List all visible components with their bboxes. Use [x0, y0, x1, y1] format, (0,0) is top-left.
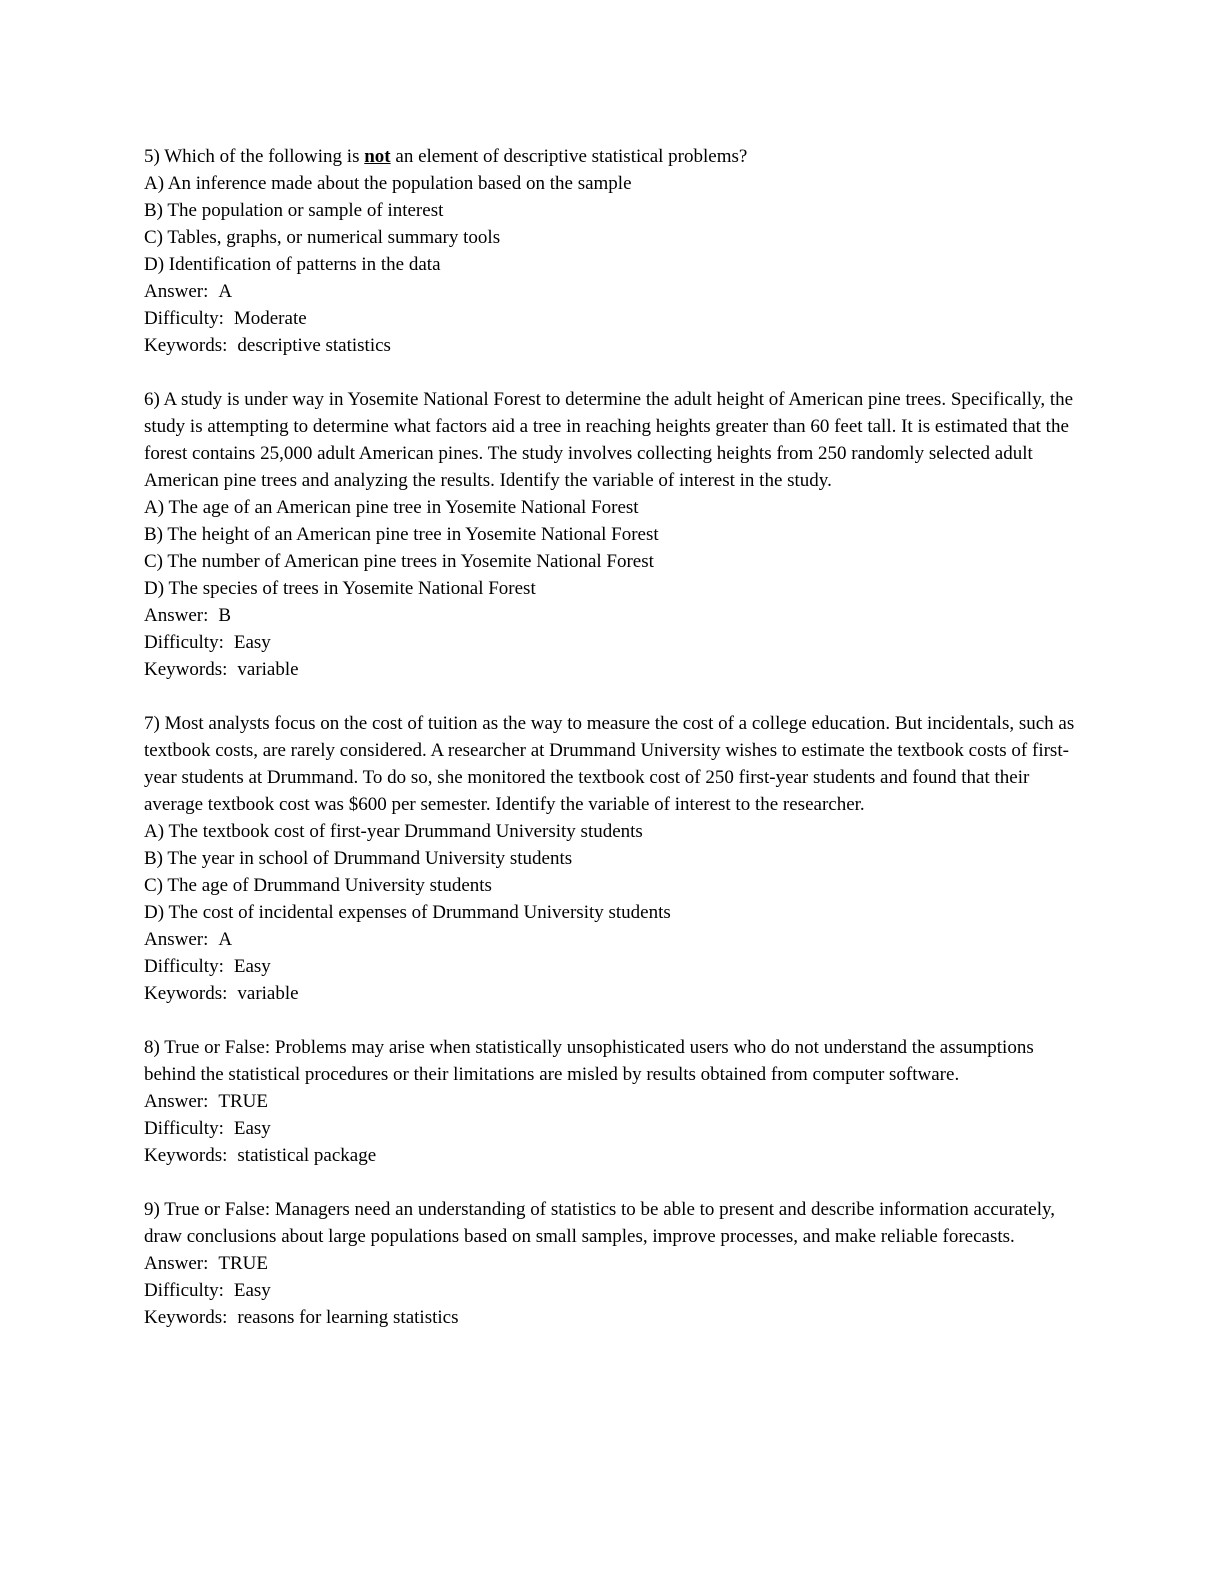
difficulty-line	[144, 305, 1080, 332]
question-5	[144, 143, 1080, 359]
difficulty-label: Difficulty:	[144, 956, 224, 977]
keywords-value: variable	[237, 983, 299, 1004]
answer-label: Answer:	[144, 929, 209, 950]
keywords-label: Keywords:	[144, 1145, 228, 1166]
question-stem: 7) Most analysts focus on the cost of tuition as the way to measure the cost of a college education. But incidentals, such as textbook costs, are rarely considered. A researcher at Drummand University wishes to estimate the textbook costs of first-year students at Drummand. To do so, she monitored the textbook cost of 250 first-year students and found that their average textbook cost was $600 per semester. Identify the variable of interest to the researcher.	[144, 713, 1079, 815]
difficulty-value: Easy	[233, 956, 271, 977]
answer-line	[144, 1088, 1080, 1115]
choice-a: A) The age of an American pine tree in Yosemite National Forest	[144, 497, 639, 518]
answer-label: Answer:	[144, 281, 209, 302]
keywords-line	[144, 1304, 1080, 1331]
difficulty-value: Easy	[233, 1118, 271, 1139]
choice-c: C) Tables, graphs, or numerical summary tools	[144, 227, 501, 248]
question-7	[144, 710, 1080, 1007]
difficulty-line	[144, 1115, 1080, 1142]
keywords-line	[144, 1142, 1080, 1169]
keywords-line	[144, 980, 1080, 1007]
choice-c: C) The age of Drummand University students	[144, 875, 492, 896]
answer-value: TRUE	[218, 1253, 268, 1274]
question-8	[144, 1034, 1080, 1169]
difficulty-value: Moderate	[233, 308, 307, 329]
answer-label: Answer:	[144, 1253, 209, 1274]
choice-b: B) The year in school of Drummand University students	[144, 848, 573, 869]
answer-value: A	[218, 281, 233, 302]
keywords-value: descriptive statistics	[237, 335, 391, 356]
stem-text-after: an element of descriptive statistical problems?	[390, 146, 748, 167]
difficulty-label: Difficulty:	[144, 632, 224, 653]
stem-text-before: 5) Which of the following is	[144, 146, 365, 167]
difficulty-line	[144, 629, 1080, 656]
answer-line	[144, 602, 1080, 629]
keywords-label: Keywords:	[144, 1307, 228, 1328]
choice-d: D) The species of trees in Yosemite National Forest	[144, 578, 536, 599]
choice-a: A) The textbook cost of first-year Drummand University students	[144, 821, 643, 842]
difficulty-label: Difficulty:	[144, 308, 224, 329]
difficulty-label: Difficulty:	[144, 1118, 224, 1139]
keywords-line	[144, 656, 1080, 683]
difficulty-line	[144, 953, 1080, 980]
choice-d: D) Identification of patterns in the data	[144, 254, 441, 275]
difficulty-value: Easy	[233, 1280, 271, 1301]
answer-value: TRUE	[218, 1091, 268, 1112]
answer-value: B	[218, 605, 232, 626]
difficulty-line	[144, 1277, 1080, 1304]
keywords-label: Keywords:	[144, 335, 228, 356]
question-stem: 8) True or False: Problems may arise when statistically unsophisticated users who do not understand the assumptions behind the statistical procedures or their limitations are misled by results obtained from computer software.	[144, 1037, 1039, 1085]
keywords-value: reasons for learning statistics	[237, 1307, 459, 1328]
question-stem: 9) True or False: Managers need an understanding of statistics to be able to present and describe information accurately, draw conclusions about large populations based on small samples, improve processes, and make reliable forecasts.	[144, 1199, 1060, 1247]
question-stem: 6) A study is under way in Yosemite National Forest to determine the adult height of American pine trees. Specifically, the study is attempting to determine what factors aid a tree in reaching heights greater than 60 feet tall. It is estimated that the forest contains 25,000 adult American pines. The study involves collecting heights from 250 randomly selected adult American pine trees and analyzing the results. Identify the variable of interest in the study.	[144, 389, 1078, 491]
choice-a: A) An inference made about the population based on the sample	[144, 173, 632, 194]
keywords-value: statistical package	[237, 1145, 377, 1166]
answer-line	[144, 278, 1080, 305]
difficulty-value: Easy	[233, 632, 271, 653]
keywords-label: Keywords:	[144, 659, 228, 680]
emphasized-word: not	[364, 146, 391, 167]
answer-label: Answer:	[144, 1091, 209, 1112]
keywords-line	[144, 332, 1080, 359]
answer-line	[144, 926, 1080, 953]
answer-label: Answer:	[144, 605, 209, 626]
question-6	[144, 386, 1080, 683]
answer-value: A	[218, 929, 233, 950]
choice-b: B) The population or sample of interest	[144, 200, 444, 221]
choice-b: B) The height of an American pine tree in Yosemite National Forest	[144, 524, 659, 545]
question-stem	[144, 143, 1080, 170]
keywords-label: Keywords:	[144, 983, 228, 1004]
choice-c: C) The number of American pine trees in Yosemite National Forest	[144, 551, 654, 572]
question-9	[144, 1196, 1080, 1331]
choice-d: D) The cost of incidental expenses of Drummand University students	[144, 902, 671, 923]
difficulty-label: Difficulty:	[144, 1280, 224, 1301]
keywords-value: variable	[237, 659, 299, 680]
answer-line	[144, 1250, 1080, 1277]
